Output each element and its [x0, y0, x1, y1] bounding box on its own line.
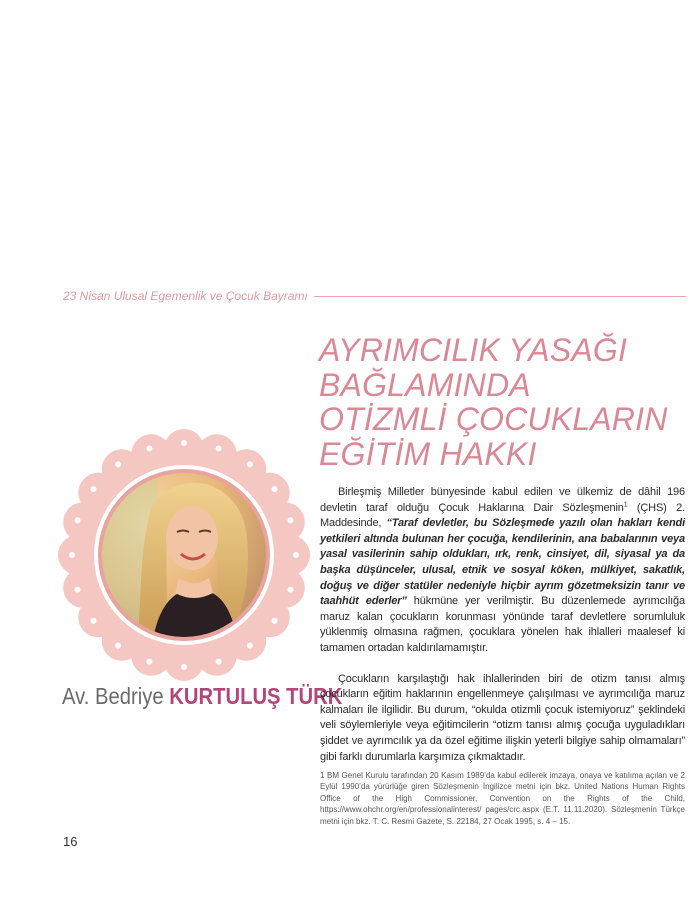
frame-dot — [146, 659, 152, 665]
paragraph-text: (ÇHS) 2. Maddesinde, — [320, 501, 685, 530]
frame-dot — [247, 461, 253, 467]
scalloped-frame — [57, 428, 311, 682]
author-name — [62, 682, 342, 710]
frame-dot — [216, 659, 222, 665]
article-body — [320, 485, 685, 765]
header-rule — [314, 296, 686, 297]
frame-dot — [74, 587, 80, 593]
page-number: 16 — [63, 834, 78, 849]
frame-dot — [69, 552, 75, 558]
frame-dot — [293, 552, 299, 558]
running-header-title: 23 Nisan Ulusal Egemenlik ve Çocuk Bayramı — [63, 289, 308, 303]
frame-dot — [181, 440, 187, 446]
author-prefix: Av. Bedriye — [62, 683, 164, 709]
frame-dot — [115, 643, 121, 649]
title-line: EĞİTİM HAKKI — [319, 435, 537, 472]
frame-dot — [181, 664, 187, 670]
title-line: AYRIMCILIK YASAĞI — [319, 332, 628, 368]
frame-dot — [272, 486, 278, 492]
paragraph-text: Çocukların karşılaştığı hak ihlallerinden biri de otizm tanısı almış çocukların eğitim haklarının engellenmeye çalışılması ve ayrımcılığa maruz kalmaları ile ilgilidir. Bu durum, “okulda otizmli çocuk istemiyoruz” şeklindeki veli söylemleriyle veya eğitimcilerin “otizm tanısı almış çocuğa uyguladıkları şiddet ve ayrımcılık ya da özel eğitime ilişkin yeterli bilgiye sahip olmamaları” gibi farklı durumlarla karşımıza çıkmaktadır. — [320, 672, 685, 763]
frame-dot — [288, 587, 294, 593]
paragraph-text: hükmüne yer verilmiştir. Bu düzenlemede ayrımcılığa maruz kalan çocukların korunması yönünde taraf devletlere sorumluluk yüklenmiş olmasına rağmen, çocuklara yönelen hak ihlalleri maalesef ki tamamen ortadan kaldırılamamıştır. — [320, 595, 685, 654]
frame-dot — [288, 517, 294, 523]
quoted-article: “Taraf devletler, bu Sözleşmede yazılı olan hakları kendi yetkileri altında bulunan her çocuğa, kendilerinin, ana babalarının veya yasal vasilerinin sahip oldukları, ırk, renk, cinsiyet, dil, siyasal ya da başka düşünceler, ulusal, etnik ve sosyal köken, mülkiyet, sakatlık, doğuş ve diğer statüler nedeniyle hiçbir ayrım gözetmeksizin tanır ve taahhüt ederler” — [320, 517, 685, 608]
frame-dot — [272, 618, 278, 624]
frame-dot — [115, 461, 121, 467]
footnote: 1 BM Genel Kurulu tarafından 20 Kasım 1989’da kabul edilerek imzaya, onaya ve katılıma açılan ve 2 Eylül 1990’da yürürlüğe giren Sözleşmenin İngilizce metni için bkz. United Nations Human Rights Office of the High Commissioner, Convention on the Rights of the Child, https://www.ohchr.org/en/professionalinterest/ pages/crc.aspx (E.T. 11.11.2020). Sözleşmenin Türkçe metni için bkz. T. C. Resmi Gazete, S. 22184, 27 Ocak 1995, s. 4 – 15. — [320, 771, 685, 826]
running-header — [63, 288, 686, 304]
footnote-ref: 1 — [623, 500, 628, 508]
article-title — [319, 333, 691, 471]
frame-dot — [247, 643, 253, 649]
title-line: OTİZMLİ ÇOCUKLARIN — [319, 401, 668, 437]
author-surname: KURTULUŞ TÜRK — [169, 683, 343, 709]
paragraph-1 — [320, 485, 685, 657]
frame-dot — [90, 486, 96, 492]
frame-dot — [146, 445, 152, 451]
paragraph-text: Birleşmiş Milletler bünyesinde kabul edilen ve ülkemiz de dâhil 196 devletin taraf olduğu Çocuk Haklarına Dair Sözleşmenin — [320, 486, 685, 514]
title-line: BAĞLAMINDA — [319, 366, 531, 403]
frame-dot — [216, 445, 222, 451]
author-portrait — [57, 428, 311, 682]
frame-dot — [90, 618, 96, 624]
frame-dot — [74, 517, 80, 523]
paragraph-2 — [320, 672, 685, 766]
